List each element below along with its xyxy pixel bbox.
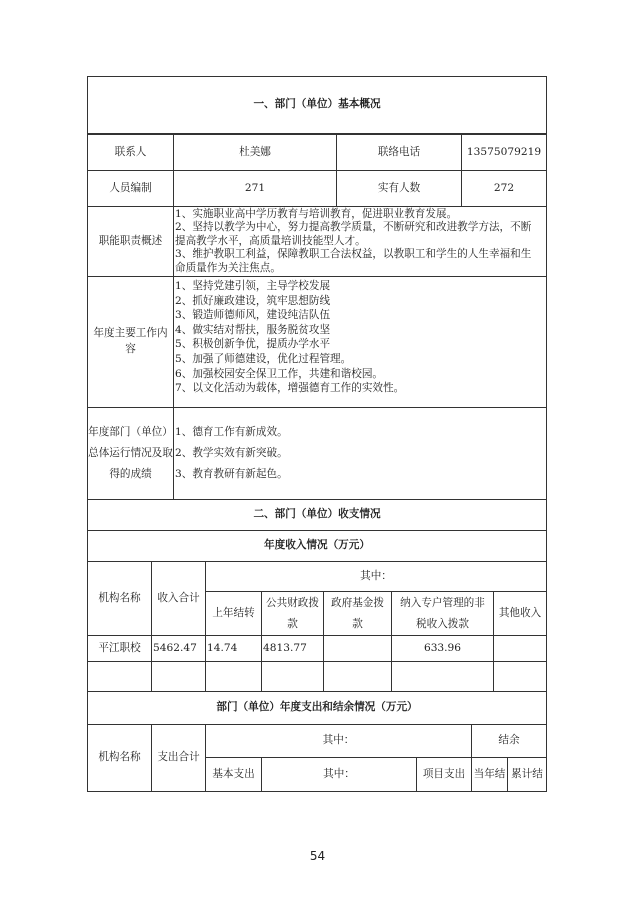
income-row-fund <box>323 635 392 662</box>
work-line: 4、做实结对帮扶，服务脱贫攻坚 <box>175 323 331 336</box>
income-row-carryover: 14.74 <box>205 635 262 662</box>
page-number: 54 <box>309 849 326 863</box>
phone-value: 13575079219 <box>461 134 547 171</box>
empty-cell <box>391 661 494 692</box>
duty-line: 3、维护教职工利益，保障教职工合法权益，以教职工和学生的人生幸福和生 <box>175 248 532 261</box>
work-line: 6、加强校园安全保卫工作，共建和谐校园。 <box>175 367 384 380</box>
empty-cell <box>205 661 262 692</box>
income-total-header: 收入合计 <box>151 561 206 636</box>
expense-org-header: 机构名称 <box>87 724 152 792</box>
other-header: 其他收入 <box>493 591 547 636</box>
empty-cell <box>261 661 324 692</box>
income-row-nontax: 633.96 <box>391 635 494 662</box>
actual-value: 272 <box>461 170 547 207</box>
empty-cell <box>323 661 392 692</box>
result-line: 3、教育教研有新起色。 <box>175 468 288 480</box>
work-line: 3、锻造师德师风，建设纯洁队伍 <box>175 309 331 322</box>
work-line: 5、积极创新争优，提质办学水平 <box>175 338 331 351</box>
work-label: 年度主要工作内容 <box>87 276 174 408</box>
result-content <box>173 407 547 500</box>
expense-total-header: 支出合计 <box>151 724 206 792</box>
cumulative-header: 累计结 <box>507 757 547 792</box>
duty-line: 命质量作为关注焦点。 <box>175 261 281 274</box>
empty-cell <box>87 661 152 692</box>
empty-cell <box>151 661 206 692</box>
current-header: 当年结 <box>471 757 508 792</box>
duty-line: 提高教学水平，高质量培训技能型人才。 <box>175 234 366 247</box>
staff-label: 人员编制 <box>87 170 174 207</box>
expense-of-which-header: 其中： <box>205 724 472 758</box>
empty-cell <box>493 661 547 692</box>
fund-header: 政府基金拨款 <box>323 591 392 636</box>
contact-label: 联系人 <box>87 134 174 171</box>
staff-value: 271 <box>173 170 337 207</box>
work-line: 1、坚持党建引领，主导学校发展 <box>175 280 331 292</box>
income-of-which-header: 其中： <box>205 561 547 592</box>
nontax-header: 纳入专户管理的非税收入拨款 <box>391 591 494 636</box>
income-row-public: 4813.77 <box>261 635 324 662</box>
result-line: 2、教学实效有新突破。 <box>175 447 288 459</box>
work-line: 2、抓好廉政建设，筑牢思想防线 <box>175 294 331 307</box>
income-org-header: 机构名称 <box>87 561 152 636</box>
duty-label: 职能职责概述 <box>87 206 174 277</box>
expense-title: 部门（单位）年度支出和结余情况（万元） <box>87 691 547 725</box>
of-which2-header: 其中： <box>261 757 417 792</box>
section1-title: 一、部门（单位）基本概况 <box>87 76 547 134</box>
result-line: 1、德育工作有新成效。 <box>175 426 288 438</box>
income-row-org: 平江职校 <box>87 635 152 662</box>
public-header: 公共财政拨款 <box>261 591 324 636</box>
income-row-other <box>493 635 547 662</box>
income-title: 年度收入情况（万元） <box>87 530 547 562</box>
duty-line: 1、实施职业高中学历教育与培训教育，促进职业教育发展。 <box>175 207 458 220</box>
work-line: 5、加强了师德建设，优化过程管理。 <box>175 352 352 365</box>
duty-content <box>173 206 547 277</box>
income-row-total: 5462.47 <box>151 635 206 662</box>
duty-line: 2、坚持以教学为中心，努力提高教学质量，不断研究和改进教学方法，不断 <box>175 221 532 234</box>
balance-header: 结余 <box>471 724 547 758</box>
result-label: 年度部门（单位）总体运行情况及取得的成绩 <box>87 407 174 500</box>
project-header: 项目支出 <box>416 757 472 792</box>
section2-title: 二、部门（单位）收支情况 <box>87 499 547 531</box>
contact-value: 杜美娜 <box>173 134 337 171</box>
basic-header: 基本支出 <box>205 757 262 792</box>
work-content <box>173 276 547 408</box>
actual-label: 实有人数 <box>336 170 462 207</box>
carryover-header: 上年结转 <box>205 591 262 636</box>
phone-label: 联络电话 <box>336 134 462 171</box>
work-line: 7、以文化活动为载体，增强德育工作的实效性。 <box>175 382 405 395</box>
